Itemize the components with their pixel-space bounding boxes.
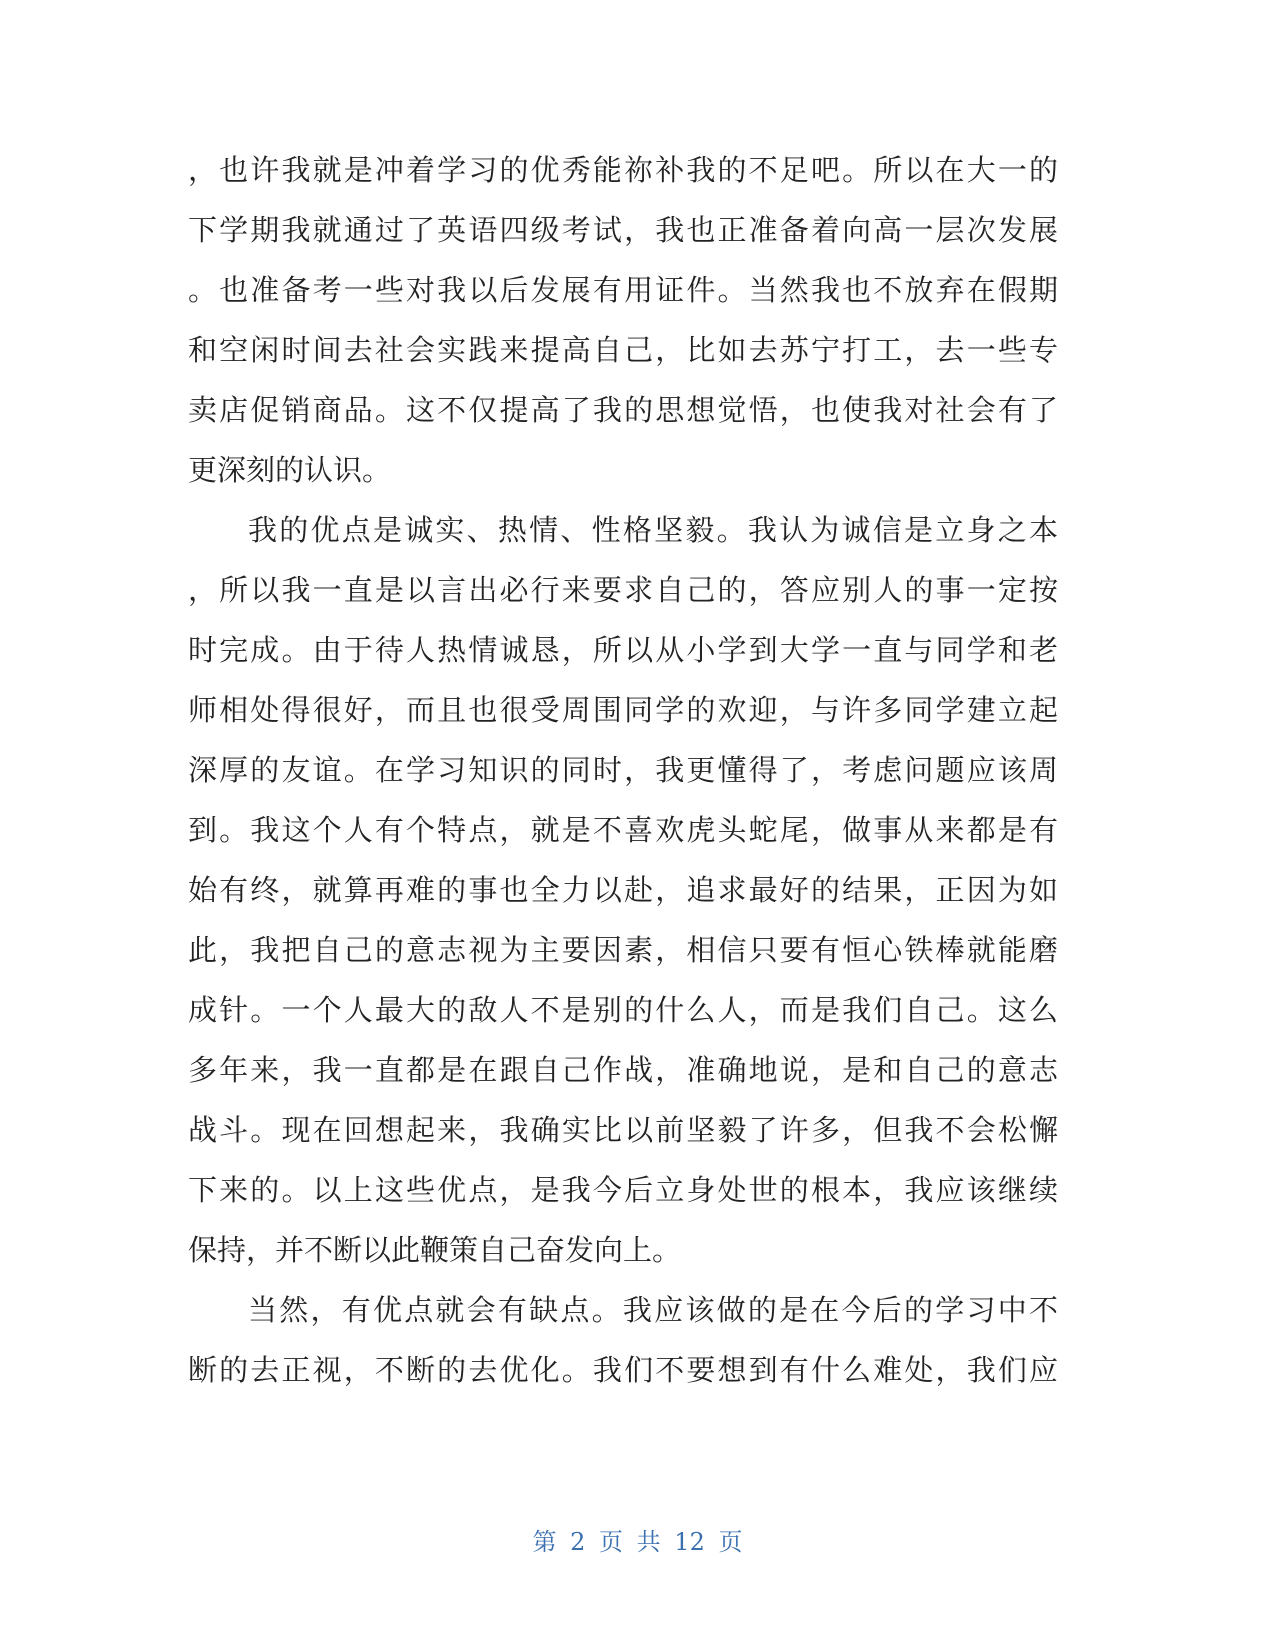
text-line: 时完成。由于待人热情诚恳，所以从小学到大学一直与同学和老	[188, 633, 1058, 667]
text-line: 始有终，就算再难的事也全力以赴，追求最好的结果，正因为如	[188, 873, 1058, 907]
text-line: 当然，有优点就会有缺点。我应该做的是在今后的学习中不	[248, 1293, 1058, 1327]
text-line: 断的去正视，不断的去优化。我们不要想到有什么难处，我们应	[188, 1353, 1058, 1387]
text-line: 多年来，我一直都是在跟自己作战，准确地说，是和自己的意志	[188, 1053, 1058, 1087]
text-line: 。也准备考一些对我以后发展有用证件。当然我也不放弃在假期	[188, 273, 1058, 307]
text-line: 下来的。以上这些优点，是我今后立身处世的根本，我应该继续	[188, 1173, 1058, 1207]
text-line: 此，我把自己的意志视为主要因素，相信只要有恒心铁棒就能磨	[188, 933, 1058, 967]
text-line: 更深刻的认识。	[188, 453, 392, 487]
text-line: ，也许我就是冲着学习的优秀能祢补我的不足吧。所以在大一的	[188, 153, 1058, 187]
text-line: 和空闲时间去社会实践来提高自己，比如去苏宁打工，去一些专	[188, 333, 1058, 367]
text-line: 战斗。现在回想起来，我确实比以前坚毅了许多，但我不会松懈	[188, 1113, 1058, 1147]
paragraph-2	[188, 500, 1058, 1280]
text-line: 我的优点是诚实、热情、性格坚毅。我认为诚信是立身之本	[248, 513, 1058, 547]
paragraph-3	[188, 1280, 1058, 1400]
text-line: 深厚的友谊。在学习知识的同时，我更懂得了，考虑问题应该周	[188, 753, 1058, 787]
page-number-footer: 第 2 页 共 12 页	[532, 1528, 743, 1556]
text-line: ，所以我一直是以言出必行来要求自己的，答应别人的事一定按	[188, 573, 1058, 607]
text-line: 下学期我就通过了英语四级考试，我也正准备着向高一层次发展	[188, 213, 1058, 247]
paragraph-1	[188, 140, 1058, 500]
text-line: 到。我这个人有个特点，就是不喜欢虎头蛇尾，做事从来都是有	[188, 813, 1058, 847]
text-line: 师相处得很好，而且也很受周围同学的欢迎，与许多同学建立起	[188, 693, 1058, 727]
text-line: 成针。一个人最大的敌人不是别的什么人，而是我们自己。这么	[188, 993, 1058, 1027]
body-text	[188, 140, 1058, 1400]
text-line: 保持，并不断以此鞭策自己奋发向上。	[188, 1233, 682, 1267]
text-line: 卖店促销商品。这不仅提高了我的思想觉悟，也使我对社会有了	[188, 393, 1058, 427]
